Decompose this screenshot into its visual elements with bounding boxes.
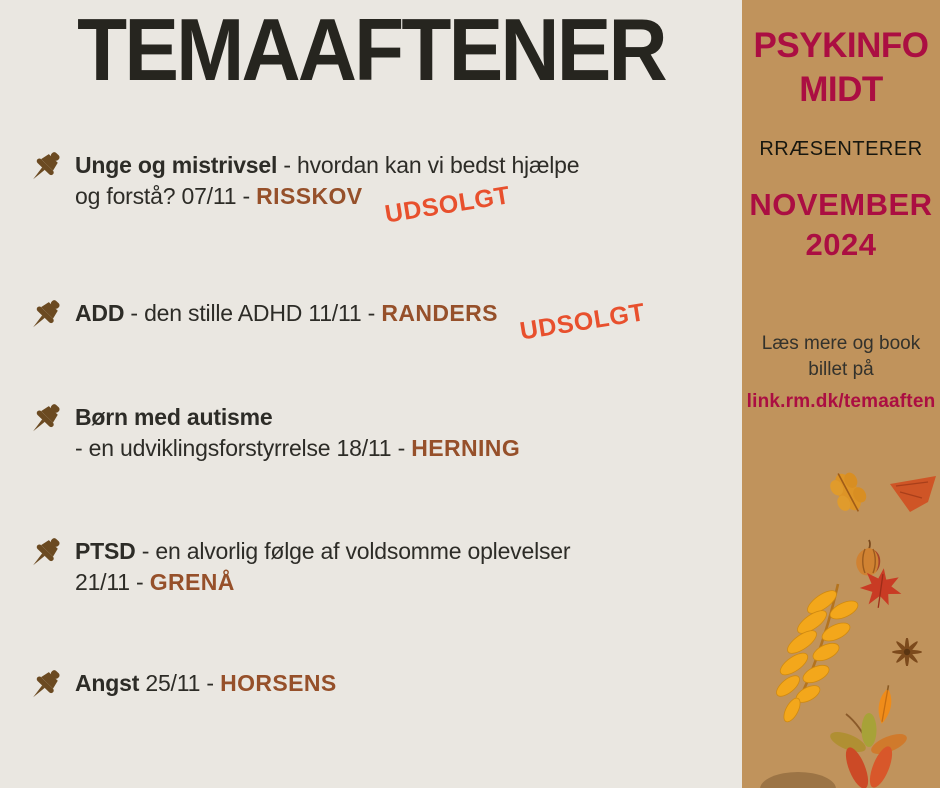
event-location: HERNING: [411, 435, 521, 461]
event-item: [0, 402, 742, 464]
rowan-leaf-icon: [766, 580, 862, 726]
cta-text: [742, 331, 940, 383]
event-title: Unge og mistrivsel: [75, 152, 278, 178]
presents-label: RRÆSENTERER: [759, 138, 923, 160]
oak-leaf-icon: [818, 466, 878, 518]
year-line: 2024: [805, 227, 877, 262]
event-description: 25/11 -: [139, 670, 221, 696]
shadow-blob: [760, 772, 836, 788]
event-description: - den stille ADHD 11/11 -: [124, 300, 382, 326]
red-leaf-fragment-icon: [888, 474, 940, 516]
event-description: 21/11 -: [75, 569, 150, 595]
month-line: NOVEMBER: [749, 187, 933, 222]
creeper-leaf-icon: [826, 712, 912, 788]
pushpin-icon: [26, 296, 66, 336]
event-title: Børn med autisme: [75, 404, 273, 430]
event-location: GRENÅ: [149, 569, 235, 595]
event-title: Angst: [75, 670, 140, 696]
brand-name: [742, 24, 940, 112]
event-location: RANDERS: [381, 300, 498, 326]
event-text: [75, 150, 715, 229]
month-label: [742, 185, 940, 265]
sidebar: [742, 0, 940, 788]
star-anise-icon: [890, 638, 924, 666]
brand-line: MIDT: [799, 70, 883, 109]
event-text: [75, 402, 715, 464]
event-text: [75, 668, 715, 699]
soldout-badge: UDSOLGT: [382, 181, 512, 229]
pushpin-icon: [26, 400, 66, 440]
poster-title: TEMAAFTENER: [77, 0, 665, 99]
cta-line: billet på: [808, 359, 874, 380]
event-text: [75, 298, 715, 346]
pushpin-icon: [26, 148, 66, 188]
pushpin-icon: [26, 534, 66, 574]
event-item: [0, 668, 742, 699]
event-title: PTSD: [75, 538, 136, 564]
event-description: - en alvorlig følge af voldsomme oplevelser: [135, 538, 571, 564]
event-item: [0, 150, 742, 229]
event-item: [0, 536, 742, 598]
event-title: ADD: [75, 300, 125, 326]
event-description: - hvordan kan vi bedst hjælpe: [277, 152, 580, 178]
cta-line: Læs mere og book: [761, 333, 921, 354]
event-location: HORSENS: [220, 670, 337, 696]
event-description: og forstå? 07/11 -: [75, 183, 257, 209]
booking-link[interactable]: link.rm.dk/temaaften: [746, 391, 936, 412]
brand-line: PSYKINFO: [753, 26, 929, 65]
event-location: RISSKOV: [256, 183, 363, 209]
pushpin-icon: [26, 666, 66, 706]
event-description: - en udviklingsforstyrrelse 18/11 -: [75, 435, 412, 461]
event-text: [75, 536, 715, 598]
event-item: [0, 298, 742, 346]
maple-leaf-icon: [858, 566, 904, 610]
soldout-badge: UDSOLGT: [517, 298, 648, 346]
